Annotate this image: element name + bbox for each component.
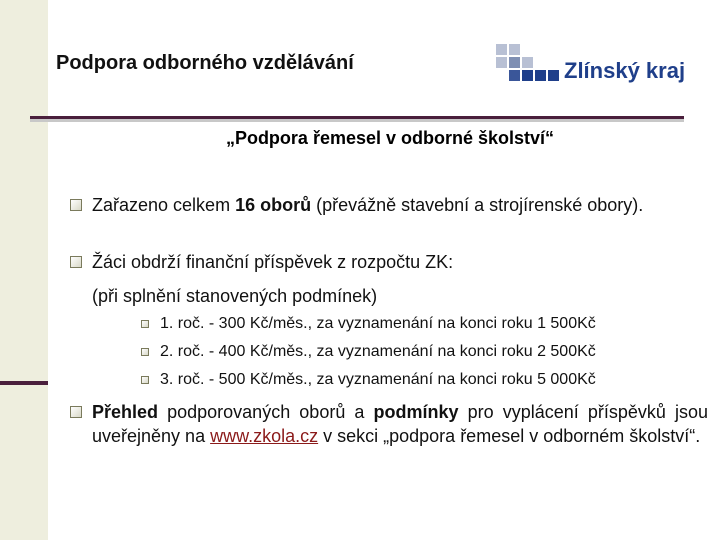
logo-square: [509, 70, 520, 81]
zkola-link[interactable]: www.zkola.cz: [210, 426, 319, 446]
header-rule-shadow: [30, 119, 684, 122]
bullet-icon: [70, 199, 82, 211]
bullet-line: (při splnění stanovených podmínek): [92, 286, 378, 306]
sub-bullet-icon: [141, 320, 149, 328]
logo-square: [548, 70, 559, 81]
zlinsky-kraj-logo: [496, 44, 696, 90]
bullet-text: [92, 250, 708, 308]
sub-bullet-icon: [141, 376, 149, 384]
logo-square: [522, 57, 533, 68]
sub-bullet-icon: [141, 348, 149, 356]
side-band: [0, 0, 48, 540]
bullet-icon: [70, 406, 82, 418]
bullet-line: Žáci obdrží finanční příspěvek z rozpočtu ZK:: [92, 252, 454, 272]
sub-bullet-text: 3. roč. - 500 Kč/měs., za vyznamenání na konci roku 5 000Kč: [160, 371, 596, 388]
logo-square: [535, 70, 546, 81]
bullet-text: Zařazeno celkem 16 oborů (převážně stavební a strojírenské obory).: [92, 195, 644, 215]
header-title: Podpora odborného vzdělávání: [56, 52, 354, 74]
bullet-text: Přehled podporovaných oborů a podmínky pro vyplácení příspěvků jsou uveřejněny na www.zkola.cz v sekci „podpora řemesel v odborném školství“.: [92, 402, 708, 446]
logo-square: [509, 57, 520, 68]
logo-square: [496, 57, 507, 68]
side-accent-bar: [0, 381, 48, 385]
sub-bullet-text: 1. roč. - 300 Kč/měs., za vyznamenání na konci roku 1 500Kč: [160, 315, 596, 332]
bullet-icon: [70, 256, 82, 268]
logo-square: [522, 70, 533, 81]
logo-square: [496, 44, 507, 55]
logo-text: Zlínský kraj: [564, 58, 686, 83]
subtitle: „Podpora řemesel v odborné školství“: [225, 128, 555, 148]
sub-bullet-text: 2. roč. - 400 Kč/měs., za vyznamenání na konci roku 2 500Kč: [160, 343, 596, 360]
logo-square: [509, 44, 520, 55]
